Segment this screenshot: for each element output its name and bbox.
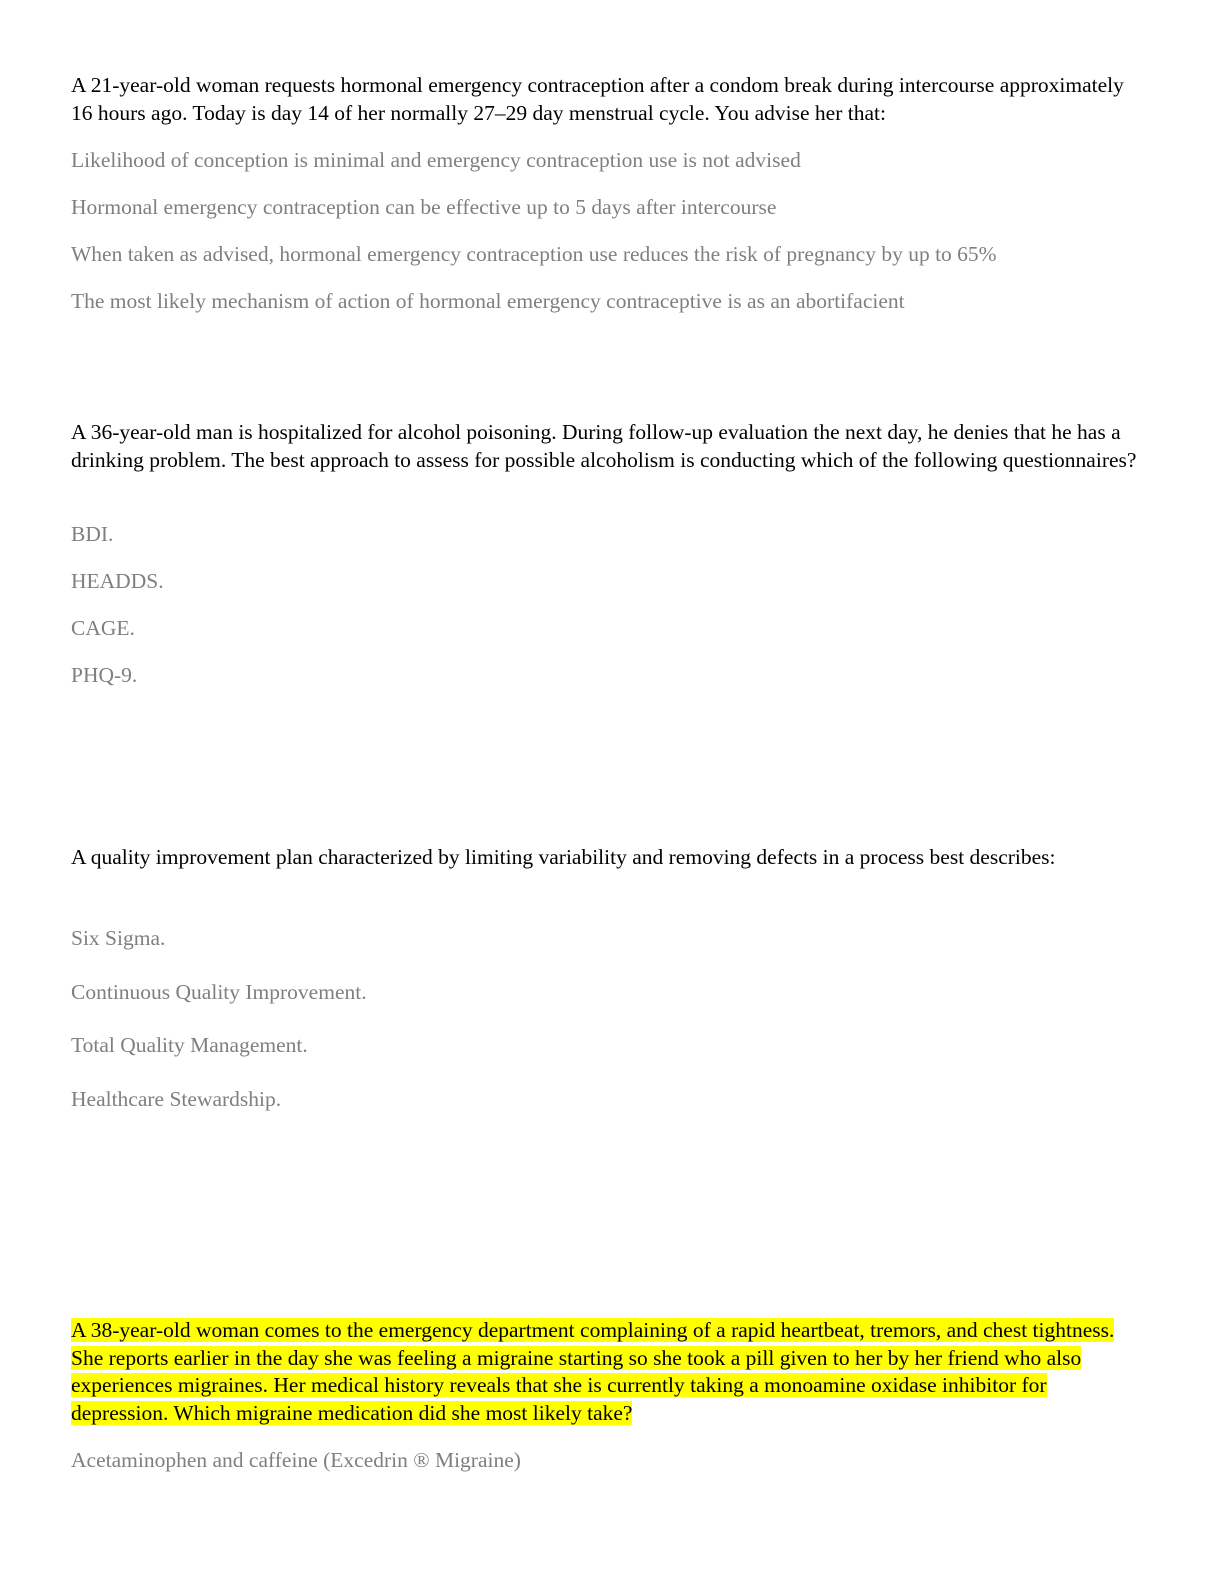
question-3-option-4: Healthcare Stewardship. xyxy=(71,1087,282,1111)
question-2-option-2: HEADDS. xyxy=(71,569,164,593)
question-1-option-2: Hormonal emergency contraception can be effective up to 5 days after intercourse xyxy=(71,195,777,219)
question-2-option-1: BDI. xyxy=(71,522,114,546)
question-3-text: A quality improvement plan characterized by limiting variability and removing defects in a process best describes: xyxy=(71,845,1056,869)
question-1-option-1: Likelihood of conception is minimal and emergency contraception use is not advised xyxy=(71,148,801,172)
question-1-text: A 21-year-old woman requests hormonal emergency contraception after a condom break during intercourse approximately 16 hours ago. Today is day 14 of her normally 27–29 day menstrual cycle. You advise her that: xyxy=(71,73,1124,125)
question-4-text xyxy=(71,1317,1141,1427)
question-4-option-1: Acetaminophen and caffeine (Excedrin ® Migraine) xyxy=(71,1448,521,1472)
question-3-option-3: Total Quality Management. xyxy=(71,1033,308,1057)
question-3-option-1: Six Sigma. xyxy=(71,926,166,950)
question-3-option-2: Continuous Quality Improvement. xyxy=(71,980,367,1004)
question-1-option-3: When taken as advised, hormonal emergency contraception use reduces the risk of pregnancy by up to 65% xyxy=(71,242,997,266)
question-2-option-4: PHQ-9. xyxy=(71,663,138,687)
question-1-option-4: The most likely mechanism of action of hormonal emergency contraceptive is as an abortifacient xyxy=(71,289,905,313)
question-4-highlight: A 38-year-old woman comes to the emergency department complaining of a rapid heartbeat, tremors, and chest tightness. She reports earlier in the day she was feeling a migraine starting so she took a pill given to her by her friend who also experiences migraines. Her medical history reveals that she is currently taking a monoamine oxidase inhibitor for depression. Which migraine medication did she most likely take? xyxy=(71,1318,1115,1425)
question-2-option-3: CAGE. xyxy=(71,616,135,640)
question-2-text: A 36-year-old man is hospitalized for alcohol poisoning. During follow-up evaluation the next day, he denies that he has a drinking problem. The best approach to assess for possible alcoholism is conducting which of the following questionnaires? xyxy=(71,420,1137,472)
